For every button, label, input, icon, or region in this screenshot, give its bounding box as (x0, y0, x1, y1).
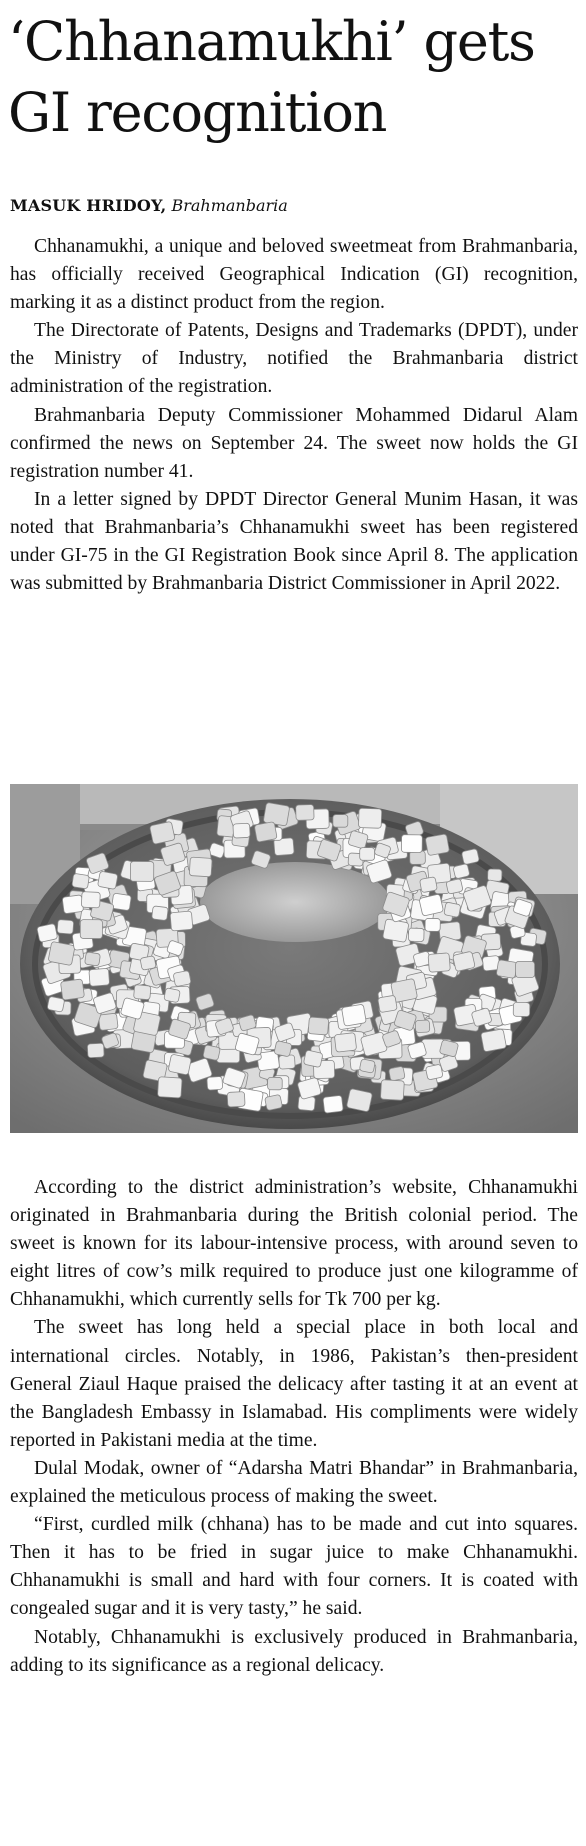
sweet-cube (57, 920, 74, 935)
sweet-cube (279, 1055, 296, 1069)
sweet-cube (158, 1077, 183, 1098)
sweet-cube (461, 848, 479, 864)
sweet-cube (48, 941, 75, 965)
sweet-cube (380, 1080, 404, 1101)
sweet-cube (415, 1020, 430, 1033)
sweet-cube (342, 1004, 367, 1026)
sweet-cube (98, 1013, 118, 1030)
sweet-cube (308, 1017, 329, 1035)
sweet-cube (60, 979, 84, 1000)
sweet-cube (425, 1064, 443, 1080)
sweet-cube (233, 823, 250, 838)
headline: ‘Chhanamukhi’ gets GI recognition (8, 10, 535, 144)
sweet-cube (150, 821, 176, 844)
sweet-cube (303, 1050, 323, 1068)
sweet-cube (140, 956, 156, 971)
sweet-cube (134, 985, 151, 1000)
sweet-cube (428, 953, 450, 972)
sweet-cube (360, 848, 375, 861)
sweet-cube (333, 815, 348, 828)
sweet-cube (37, 923, 58, 942)
sweet-cube (111, 893, 131, 911)
sweet-cube (89, 968, 110, 986)
sweet-cube (516, 961, 535, 977)
paragraph: Dulal Modak, owner of “Adarsha Matri Bhandar” in Brahmanbaria, explained the meticulous process of making the sweet. (10, 1457, 578, 1508)
sweet-cube (81, 892, 100, 908)
sweet-cube (323, 1095, 343, 1113)
byline-place: Brahmanbaria (171, 196, 288, 215)
sweet-cube (189, 857, 212, 877)
sweet-cube (152, 906, 169, 921)
sweet-cube (62, 895, 84, 914)
sweet-cube (401, 835, 422, 853)
sweet-cube (168, 1054, 191, 1075)
paragraph: According to the district administration’s website, Chhanamukhi originated in Brahmanbaria during the British colonial period. The sweet is known for its labour-intensive process, with around seven to eight litres of cow’s milk required to produce just one kilogramme of Chhanamukhi, which currently sells for Tk 700 per kg. (10, 1177, 578, 1311)
article-body-top (10, 233, 578, 598)
sweet-cube (481, 1029, 507, 1052)
photo-chhanamukhi-tray (10, 784, 578, 1133)
sweet-cube (47, 996, 65, 1012)
byline (10, 196, 288, 216)
sweet-cube (383, 919, 409, 943)
sweet-cube (496, 960, 517, 979)
sweet-cube (334, 1033, 356, 1053)
article-body-bottom (10, 1174, 578, 1680)
sweet-cube (164, 988, 181, 1003)
sweet-cube (389, 1066, 406, 1081)
sweet-cube (173, 970, 191, 986)
sweet-cube (265, 1094, 283, 1110)
sweet-cube (410, 851, 426, 864)
sweet-cube (513, 1002, 530, 1016)
sweet-cube (425, 918, 440, 931)
paragraph: Notably, Chhanamukhi is exclusively produced in Brahmanbaria, adding to its significance as a regional delicacy. (10, 1626, 578, 1676)
sweet-cube (358, 808, 381, 828)
paragraph: The Directorate of Patents, Designs and Trademarks (DPDT), under the Ministry of Industry, notified the Brahmanbaria district administration of the registration. (10, 320, 578, 398)
sweet-cube (207, 1076, 223, 1090)
paragraph: “First, curdled milk (chhana) has to be made and cut into squares. Then it has to be fried in sugar juice to make Chhanamukhi. Chhanamukhi is small and hard with four corners. It is coated with congealed sugar and it is very tasty,” he said. (10, 1514, 578, 1620)
sweet-cube (359, 1059, 375, 1073)
paragraph: The sweet has long held a special place in both local and international circles. Notably, in 1986, Pakistan’s then-president General Ziaul Haque praised the delicacy after tasting it at an event at the Bangladesh Embassy in Islamabad. His compliments were widely reported in Pakistani media at the time. (10, 1317, 578, 1451)
paragraph: Brahmanbaria Deputy Commissioner Mohammed Didarul Alam confirmed the news on September 24. The sweet now holds the GI registration number 41. (10, 404, 578, 482)
sweet-cube (408, 928, 424, 942)
sweet-cube (97, 871, 118, 889)
sweet-cube (130, 861, 153, 881)
paragraph: In a letter signed by DPDT Director General Munim Hasan, it was noted that Brahmanbaria’s Chhanamukhi sweet has been registered under GI-75 in the GI Registration Book since April 8. The application was submitted by Brahmanbaria District Commissioner in April 2022. (10, 488, 578, 595)
sweet-cube (72, 873, 90, 889)
sweet-cube (444, 902, 461, 917)
sweet-cube (227, 1092, 245, 1107)
sweet-cube (274, 1041, 292, 1057)
sweet-cube (170, 911, 193, 931)
sweet-cube (488, 869, 502, 881)
sweet-cube (420, 877, 438, 893)
paragraph: Chhanamukhi, a unique and beloved sweetmeat from Brahmanbaria, has officially received Geographical Indication (GI) recognition, marking it as a distinct product from the region. (10, 236, 578, 314)
sweet-cube (87, 1043, 104, 1058)
sweet-cube (85, 952, 101, 966)
byline-author: MASUK HRIDOY, (10, 196, 167, 215)
sweet-cube (378, 995, 398, 1012)
sweet-cube (296, 805, 314, 821)
photo-illustration (10, 784, 578, 1133)
sweet-cube (268, 1077, 283, 1089)
sweet-cube (80, 920, 102, 939)
sweet-cube (254, 822, 277, 843)
sweet-cube (425, 834, 449, 856)
